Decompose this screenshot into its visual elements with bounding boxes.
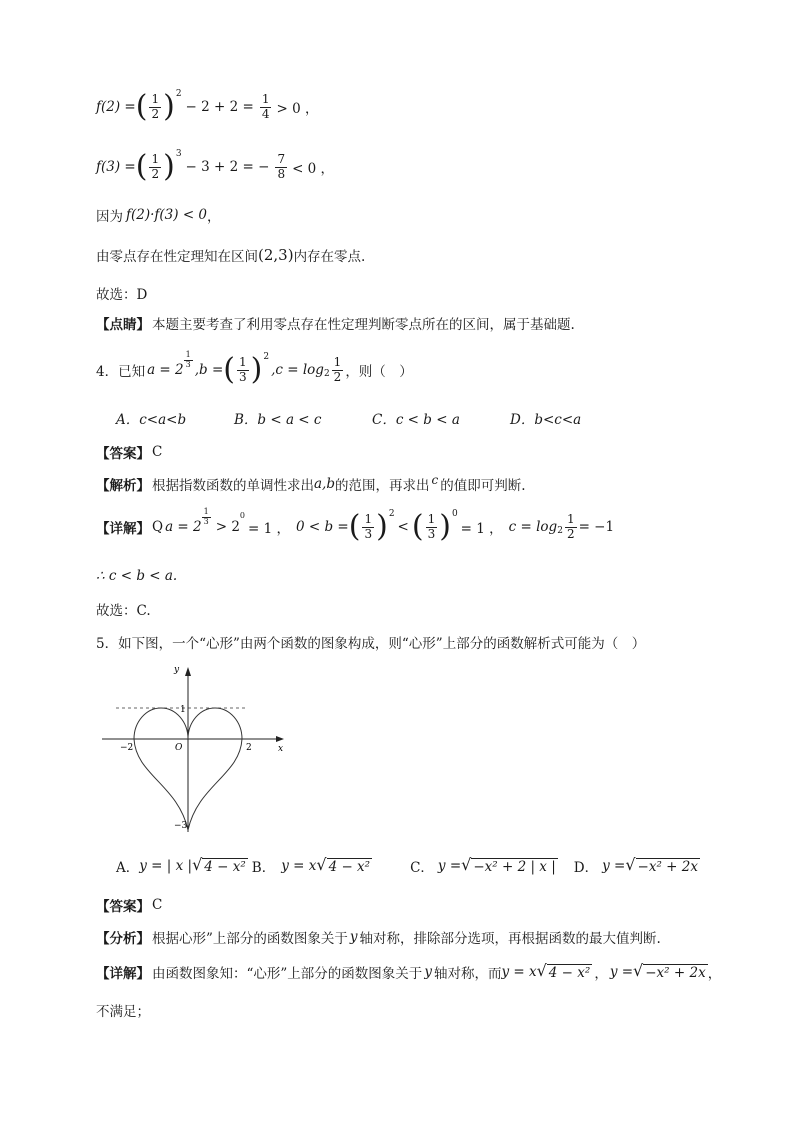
q5-option-d-pre: y =	[602, 858, 626, 874]
q4-option-a: A．c<a<b	[116, 412, 187, 428]
x-axis-arrow-icon	[276, 736, 284, 742]
q4-b-den: 3	[239, 369, 247, 384]
because-expr: f(2)·f(3) < 0	[126, 207, 208, 223]
q4-detail-c: c = log	[508, 519, 558, 535]
q5-analysis-b: 轴对称，排除部分选项，再根据函数的最大值判断.	[359, 931, 661, 947]
q4-answer	[96, 442, 162, 462]
q4-detail-b-den: 3	[364, 526, 373, 541]
f3-frac-num: 1	[151, 152, 160, 167]
q4-a-exp-num: 1	[185, 349, 191, 359]
f2-rest1: − 2 + 2 =	[185, 99, 254, 115]
q4-stem-prefix: 4．已知	[96, 364, 146, 380]
comment-line	[96, 313, 575, 333]
because-text: 因为	[96, 209, 123, 225]
q4-detail-a-exp-num: 1	[203, 506, 209, 516]
q4-option-d: D．b<c<a	[510, 412, 582, 428]
f2-res-num: 1	[261, 92, 270, 107]
tick-label-1: 1	[180, 705, 186, 715]
q4-analysis-vars: a,b	[314, 476, 335, 492]
q5-option-a-label: A．	[116, 860, 140, 876]
because-tail: ，	[207, 209, 221, 225]
f2-exp: 2	[175, 89, 182, 99]
f2-equation	[96, 89, 319, 124]
q4-detail-c-base: 2	[557, 526, 563, 536]
q4-detail-c-num: 1	[566, 512, 575, 527]
q5-detail-f1-pre: y = x	[501, 964, 537, 980]
q5-analysis	[96, 927, 661, 947]
q5-not-satisfy	[96, 1000, 150, 1020]
q4-detail-b-num: 1	[364, 512, 373, 527]
f3-res-num: 7	[277, 152, 286, 167]
q5-detail-f1-rad: 4 − x²	[548, 964, 591, 981]
q4-choose	[96, 599, 151, 619]
q4-a-exp-den: 3	[185, 359, 191, 369]
q4-detail-a-tail: = 1 ，	[248, 521, 290, 537]
choose-d: 故选：D	[96, 287, 148, 303]
q4-detail-b-prefix: 0 < b =	[296, 519, 349, 535]
q5-option-b-rad: 4 − x²	[328, 858, 371, 875]
q4-detail-a-exp-den: 3	[203, 516, 209, 526]
f2-res-den: 4	[261, 106, 270, 121]
q4-b-num: 1	[239, 355, 247, 370]
q4-analysis-c: c	[431, 473, 439, 487]
q5-option-b-sqrt: √ 4 − x²	[316, 854, 371, 875]
q5-detail-f1-sqrt: √ 4 − x²	[536, 960, 591, 981]
q5-not-satisfy-text: 不满足；	[96, 1004, 150, 1020]
q4-detail-c-den: 2	[566, 526, 575, 541]
q5-answer-value: C	[152, 897, 163, 913]
q5-detail-f2-sqrt: √ −x² + 2x	[633, 960, 706, 981]
q4-c-num: 1	[333, 355, 342, 370]
zero-theorem-interval: (2,3)	[258, 246, 294, 264]
q5-detail-tag: 【详解】	[96, 966, 150, 982]
zero-theorem-a: 由零点存在性定理知在区间	[96, 249, 258, 265]
q5-option-c-pre: y =	[437, 858, 462, 874]
f3-rest2: < 0 ，	[292, 161, 335, 177]
f3-exp: 3	[175, 149, 182, 159]
f3-equation	[96, 149, 335, 184]
q5-option-a-sqrt: √ 4 − x²	[192, 854, 246, 875]
q5-option-d-sqrt: √ −x² + 2x	[625, 854, 698, 875]
q4-detail-b2-den: 3	[427, 526, 436, 541]
q4-detail-c-tail: = −1	[578, 519, 615, 535]
q4-analysis-a: 根据指数函数的单调性求出	[152, 478, 314, 494]
q4-b-exp: 2	[263, 352, 270, 362]
q5-detail-b: 轴对称，而	[433, 966, 502, 982]
f2-frac-den: 2	[151, 106, 160, 121]
q5-stem	[96, 632, 645, 652]
q4-stem-suffix: ，则（ ）	[345, 364, 413, 380]
q5-option-c-rad: −x² + 2 | x |	[473, 858, 556, 875]
q4-detail-b2-exp: 0	[451, 509, 458, 519]
q5-analysis-tag: 【分析】	[96, 931, 150, 947]
f2-rest2: > 0 ，	[276, 101, 319, 117]
f3-lhs: f(3) =	[96, 159, 136, 175]
origin-label: O	[175, 743, 183, 753]
comment-tag: 【点睛】	[96, 317, 150, 333]
q5-options	[116, 856, 700, 876]
q5-analysis-y: y	[349, 929, 358, 945]
q4-analysis	[96, 474, 526, 494]
q4-therefore-text: ∴ c < b < a.	[96, 568, 178, 584]
q5-analysis-a: 根据心形”上部分的函数图象关于	[152, 931, 348, 947]
q4-detail: 【详解】 Q a = 2 $\frac{1}{3}$ > 2 0 = 1 ， 0 < b = ( $\frac{1}{3}$ ) 2 < ( $\frac{1}{3}$ ) 0 = 1 ， c = log 2 $\frac{1}{2}$ = −1	[96, 506, 615, 544]
q4-detail-q: Q	[152, 519, 164, 535]
q5-answer-tag: 【答案】	[96, 899, 150, 915]
heart-graph	[98, 660, 298, 840]
q4-b-label: ,b =	[194, 362, 224, 378]
zero-theorem-line	[96, 245, 365, 265]
zero-theorem-b: 内存在零点.	[293, 249, 366, 265]
q5-detail-f2-pre: y =	[609, 964, 634, 980]
heart-lower-right-curve	[188, 739, 242, 830]
q4-detail-b-tail: = 1 ，	[460, 521, 503, 537]
f3-paren: ( $\frac{1}{2}$ ) 3	[135, 149, 182, 184]
q4-therefore	[96, 568, 177, 584]
q5-option-d-rad: −x² + 2x	[637, 858, 698, 875]
q4-c-base: 2	[323, 369, 330, 379]
q4-analysis-tag: 【解析】	[96, 478, 150, 494]
q4-c-label: ,c = log	[271, 362, 324, 378]
q4-detail-b-exp: 2	[388, 509, 395, 519]
q4-answer-value: C	[152, 444, 163, 460]
f3-rest1: − 3 + 2 = −	[185, 159, 270, 175]
q5-option-b-pre: y = x	[281, 858, 317, 874]
tick-label-2: 2	[246, 743, 252, 753]
f3-frac-den: 2	[151, 166, 160, 181]
because-line	[96, 205, 221, 225]
q4-detail-tag: 【详解】	[96, 521, 150, 537]
f2-frac-num: 1	[151, 92, 160, 107]
q5-detail-f2-rad: −x² + 2x	[645, 964, 706, 981]
comment-text: 本题主要考查了利用零点存在性定理判断零点所在的区间，属于基础题.	[152, 317, 575, 333]
q4-detail-a-rest: > 2	[215, 519, 240, 535]
q5-detail-comma2: ，	[707, 966, 722, 982]
q4-stem: 4．已知 a = 2 $\frac{1}{3}$ ,b = ( $\frac{1}{3}$ ) 2 ,c = log 2 $\frac{1}{2}$ ，则（ ）	[96, 349, 413, 387]
f3-res-den: 8	[277, 166, 286, 181]
q4-c-den: 2	[333, 369, 342, 384]
f2-paren: ( $\frac{1}{2}$ ) 2	[135, 89, 182, 124]
q4-detail-a: a = 2	[165, 519, 202, 535]
q5-stem-text: 5．如下图，一个“心形”由两个函数的图象构成，则“心形”上部分的函数解析式可能为（ ）	[96, 636, 646, 652]
q5-option-b-label: B．	[251, 860, 276, 876]
q5-detail-y: y	[424, 964, 432, 980]
choose-d-line	[96, 283, 147, 303]
q4-choose-text: 故选：C.	[96, 603, 151, 619]
q5-option-c-label: C．	[410, 860, 434, 876]
q4-analysis-d: 的值即可判断.	[440, 478, 526, 494]
q5-option-d-label: D．	[573, 860, 599, 876]
q4-answer-tag: 【答案】	[96, 446, 150, 462]
q5-option-a-rad: 4 − x²	[204, 858, 246, 875]
q4-a-expr: a = 2	[147, 362, 184, 378]
y-axis-arrow-icon	[185, 667, 191, 676]
q5-answer	[96, 895, 162, 915]
tick-label-neg2: −2	[120, 743, 134, 753]
x-axis-label: x	[278, 744, 284, 754]
q4-detail-b-lt: <	[397, 519, 409, 535]
q5-detail	[96, 962, 721, 982]
q4-option-c: C．c < b < a	[372, 412, 460, 428]
q4-detail-b2-num: 1	[427, 512, 436, 527]
tick-label-neg3: −3	[174, 821, 188, 831]
y-axis-label: y	[174, 665, 180, 675]
q4-options	[116, 408, 581, 428]
q4-option-b: B．b < a < c	[234, 412, 322, 428]
q4-analysis-b: 的范围，再求出	[334, 478, 430, 494]
q5-option-a-pre: y = | x |	[139, 858, 193, 874]
q4-detail-zero-exp: 0	[239, 510, 246, 520]
q5-detail-comma: ，	[594, 966, 608, 982]
f2-lhs: f(2) =	[96, 99, 136, 115]
q5-option-c-sqrt: √ −x² + 2 | x |	[461, 854, 556, 875]
q5-detail-a: 由函数图象知：“心形”上部分的函数图象关于	[152, 966, 423, 982]
